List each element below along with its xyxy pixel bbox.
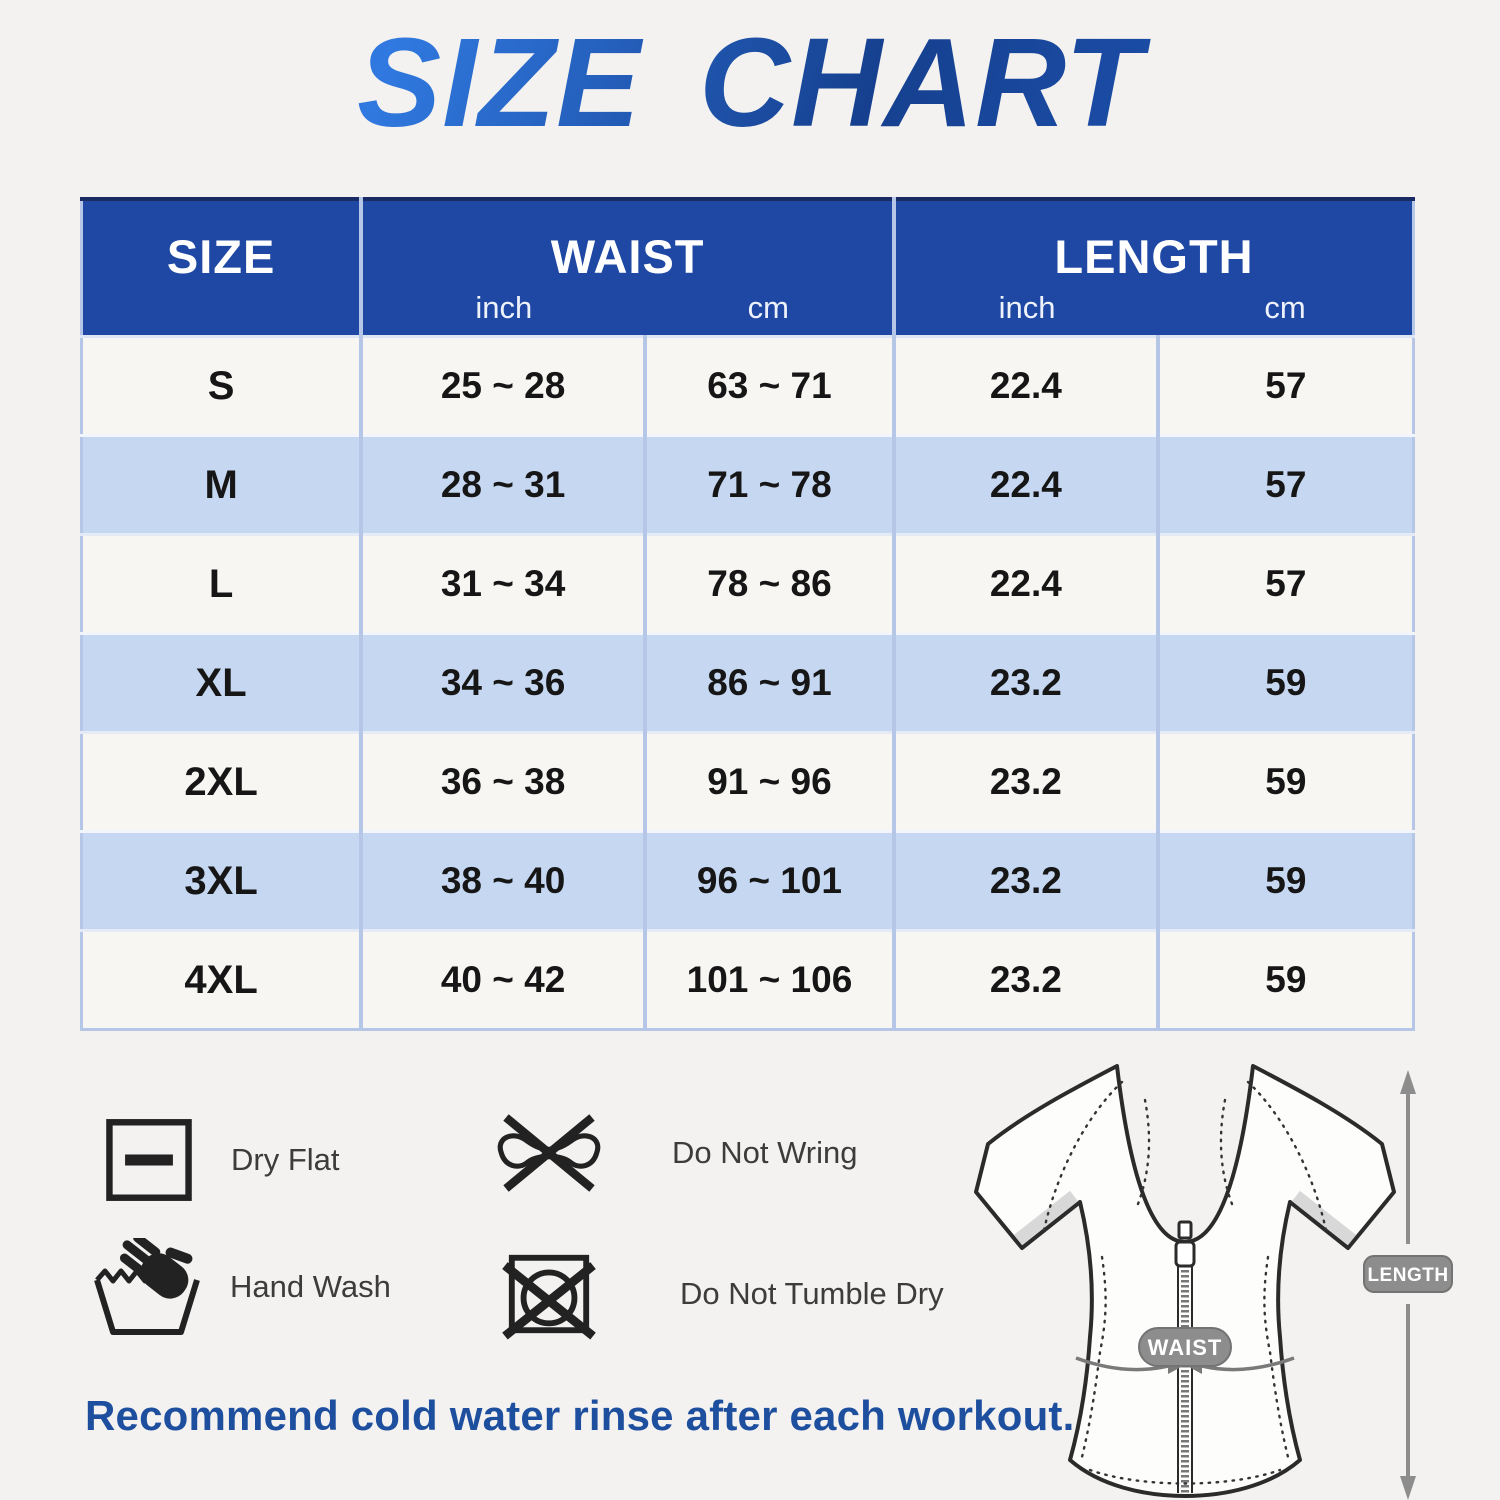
header-waist-inch: inch xyxy=(475,290,533,325)
cell-waist-cm: 86 ~ 91 xyxy=(645,634,894,733)
cell-waist-inch: 25 ~ 28 xyxy=(361,337,645,436)
table-row xyxy=(82,337,1414,436)
cell-waist-inch: 36 ~ 38 xyxy=(361,733,645,832)
cell-waist-inch: 34 ~ 36 xyxy=(361,634,645,733)
cell-waist-cm: 63 ~ 71 xyxy=(645,337,894,436)
table-row xyxy=(82,931,1414,1030)
do-not-wring-icon xyxy=(492,1110,606,1196)
header-waist-cm: cm xyxy=(747,290,789,325)
cell-length-cm: 57 xyxy=(1158,337,1414,436)
cell-length-inch: 23.2 xyxy=(894,931,1158,1030)
zipper-pull xyxy=(1179,1222,1191,1238)
cell-size: M xyxy=(82,436,362,535)
page-title: SIZE CHART xyxy=(0,14,1500,153)
cell-size: L xyxy=(82,535,362,634)
zipper-slider xyxy=(1176,1242,1194,1266)
cell-waist-inch: 40 ~ 42 xyxy=(361,931,645,1030)
cell-length-inch: 23.2 xyxy=(894,733,1158,832)
cell-waist-cm: 71 ~ 78 xyxy=(645,436,894,535)
cell-length-inch: 22.4 xyxy=(894,337,1158,436)
size-table xyxy=(80,197,1415,1031)
care-item-do-not-tumble-dry xyxy=(500,1248,944,1340)
footnote-text: Recommend cold water rinse after each workout. xyxy=(85,1392,1075,1439)
header-length-units xyxy=(896,290,1412,326)
care-label: Do Not Tumble Dry xyxy=(680,1276,944,1311)
cell-length-cm: 59 xyxy=(1158,931,1414,1030)
header-length-cm: cm xyxy=(1264,290,1306,325)
do-not-tumble-dry-icon xyxy=(500,1248,598,1340)
cell-size: S xyxy=(82,337,362,436)
table-row xyxy=(82,832,1414,931)
cell-waist-inch: 28 ~ 31 xyxy=(361,436,645,535)
cell-length-inch: 22.4 xyxy=(894,436,1158,535)
table-row xyxy=(82,634,1414,733)
table-row xyxy=(82,436,1414,535)
cell-size: 4XL xyxy=(82,931,362,1030)
table-row xyxy=(82,733,1414,832)
cell-waist-cm: 101 ~ 106 xyxy=(645,931,894,1030)
cell-waist-cm: 96 ~ 101 xyxy=(645,832,894,931)
cell-waist-cm: 91 ~ 96 xyxy=(645,733,894,832)
header-size-label: SIZE xyxy=(166,230,276,283)
cell-length-inch: 22.4 xyxy=(894,535,1158,634)
cell-waist-inch: 38 ~ 40 xyxy=(361,832,645,931)
hand-wash-icon xyxy=(92,1238,206,1336)
dry-flat-icon xyxy=(103,1116,195,1204)
care-item-do-not-wring xyxy=(492,1110,858,1196)
cell-size: XL xyxy=(82,634,362,733)
header-waist-units xyxy=(363,290,892,326)
size-table-header xyxy=(82,199,1414,337)
header-length-inch: inch xyxy=(998,290,1056,325)
cell-length-cm: 59 xyxy=(1158,832,1414,931)
header-length xyxy=(894,199,1414,337)
table-row xyxy=(82,535,1414,634)
cell-waist-inch: 31 ~ 34 xyxy=(361,535,645,634)
cell-size: 3XL xyxy=(82,832,362,931)
cell-length-cm: 59 xyxy=(1158,634,1414,733)
care-label: Dry Flat xyxy=(231,1142,340,1177)
header-size xyxy=(82,199,362,337)
care-item-dry-flat xyxy=(103,1116,340,1204)
care-label: Hand Wash xyxy=(230,1269,391,1304)
cell-length-inch: 23.2 xyxy=(894,832,1158,931)
care-item-hand-wash xyxy=(92,1238,391,1336)
waist-tag-label: WAIST xyxy=(1147,1335,1223,1360)
header-length-label: LENGTH xyxy=(1054,230,1254,283)
cell-length-cm: 57 xyxy=(1158,535,1414,634)
cell-length-cm: 57 xyxy=(1158,436,1414,535)
header-waist-label: WAIST xyxy=(550,230,705,283)
length-tag-label: LENGTH xyxy=(1367,1265,1449,1286)
cell-waist-cm: 78 ~ 86 xyxy=(645,535,894,634)
header-waist xyxy=(361,199,894,337)
cell-size: 2XL xyxy=(82,733,362,832)
cell-length-cm: 59 xyxy=(1158,733,1414,832)
cell-length-inch: 23.2 xyxy=(894,634,1158,733)
care-label: Do Not Wring xyxy=(672,1135,858,1170)
